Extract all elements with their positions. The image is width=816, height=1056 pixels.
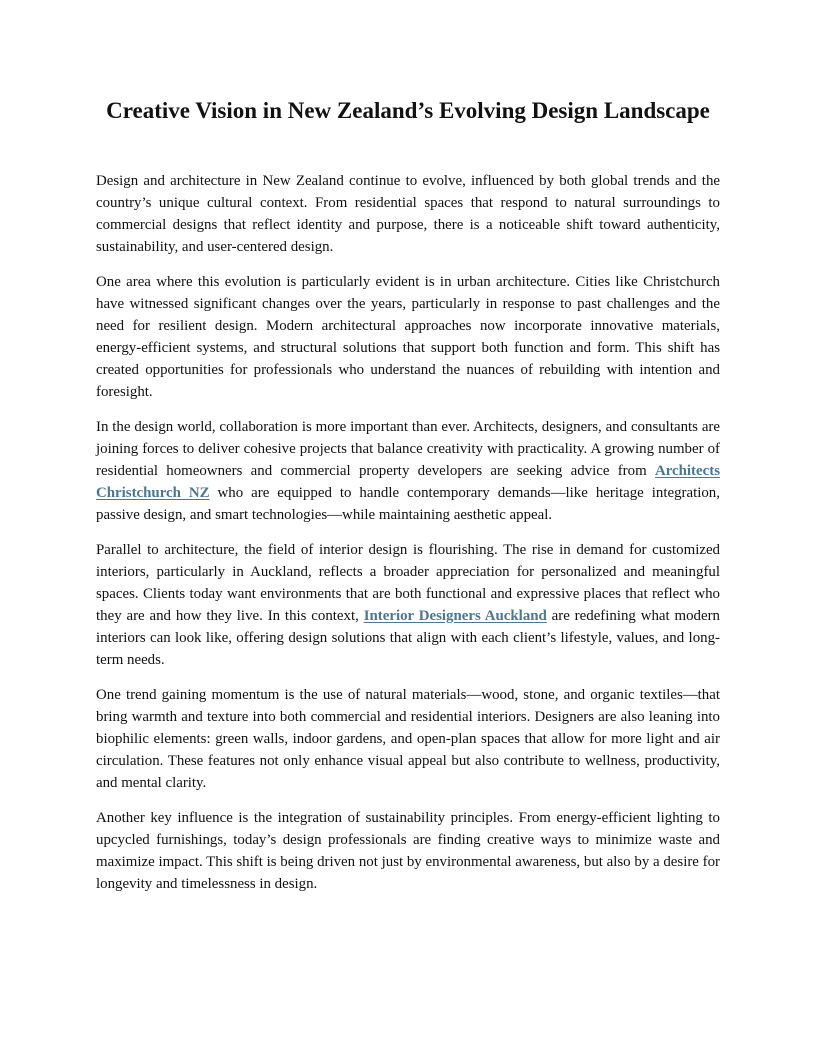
paragraph-text: are redefining what modern interiors can look like, offering design solutions that align with each client’s lifestyle, values, and long-term needs. bbox=[96, 608, 720, 668]
paragraph-intro: Design and architecture in New Zealand continue to evolve, influenced by both global trends and the country’s unique cultural context. From residential spaces that respond to natural surroundings to commercial designs that reflect identity and purpose, there is a noticeable shift toward authenticity, sustainability, and user-centered design. bbox=[96, 173, 720, 255]
paragraph-text: Parallel to architecture, the field of interior design is flourishing. The rise in demand for customized interiors, particularly in Auckland, reflects a broader appreciation for personalized and meaningful spaces. Clients today want environments that are both functional and expressive places that reflect who they are and how they live. In this context, bbox=[96, 542, 720, 624]
architects-christchurch-link[interactable]: Architects Christchurch NZ bbox=[96, 463, 720, 501]
paragraph-text: In the design world, collaboration is more important than ever. Architects, designers, and consultants are joining forces to deliver cohesive projects that balance creativity with practicality. A growing number of residential homeowners and commercial property developers are seeking advice from bbox=[96, 419, 720, 479]
paragraph-sustainability: Another key influence is the integration of sustainability principles. From energy-efficient lighting to upcycled furnishings, today’s design professionals are finding creative ways to minimize waste and maximize impact. This shift is being driven not just by environmental awareness, but also by a desire for longevity and timelessness in design. bbox=[96, 810, 720, 892]
article-body bbox=[96, 170, 720, 908]
paragraph-text: who are equipped to handle contemporary demands—like heritage integration, passive design, and smart technologies—while maintaining aesthetic appeal. bbox=[96, 485, 720, 523]
paragraph-interior-design bbox=[96, 539, 720, 671]
interior-designers-auckland-link[interactable]: Interior Designers Auckland bbox=[363, 608, 547, 624]
paragraph-collaboration bbox=[96, 416, 720, 526]
paragraph-natural-materials: One trend gaining momentum is the use of natural materials—wood, stone, and organic textiles—that bring warmth and texture into both commercial and residential interiors. Designers are also leaning into biophilic elements: green walls, indoor gardens, and open-plan spaces that allow for more light and air circulation. These features not only enhance visual appeal but also contribute to wellness, productivity, and mental clarity. bbox=[96, 687, 720, 791]
page-title: Creative Vision in New Zealand’s Evolving Design Landscape bbox=[106, 98, 710, 123]
paragraph-urban-architecture: One area where this evolution is particularly evident is in urban architecture. Cities like Christchurch have witnessed significant changes over the years, particularly in response to past challenges and the need for resilient design. Modern architectural approaches now incorporate innovative materials, energy-efficient systems, and structural solutions that support both function and form. This shift has created opportunities for professionals who understand the nuances of rebuilding with intention and foresight. bbox=[96, 274, 720, 400]
